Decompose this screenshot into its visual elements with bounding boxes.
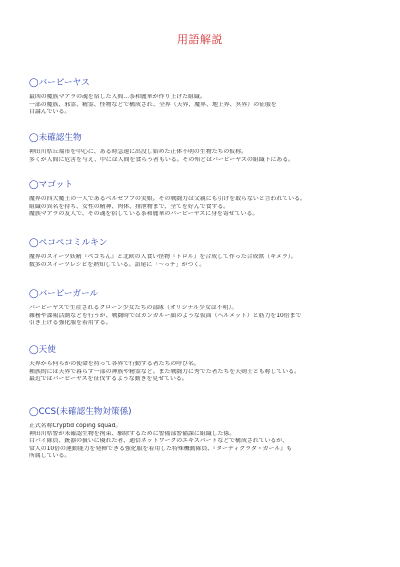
- section-body: [29, 94, 374, 117]
- body-line: 正式名称Cryptid coping squad。: [29, 423, 122, 429]
- body-line: 所属している。: [29, 453, 71, 460]
- body-line: 最凶の魔族マアラの魂を宿した人間…茶和麗華が作り上げた組織。: [29, 94, 206, 100]
- body-line: 種族的には天界で暮らす一部の神族や精霊など。また戦闘力に秀でた者たちを天剣士とも称している。: [29, 368, 300, 375]
- body-line: 白バイ隊員、銃器の扱いに優れた者、通信ネットワークのエキスパートなどで構成されているが、: [29, 438, 289, 445]
- section-heading: ◯天使: [29, 345, 56, 355]
- section-heading: ◯CCS(未確認生物対策係): [29, 407, 132, 417]
- body-line: 一部の魔族、邪霊、精霊、怪物などで構成され、全界（天界、魔界、地上界、冥界）の征服を: [29, 101, 277, 108]
- page-title: 用語解説: [177, 33, 223, 46]
- body-line: 組織の異名を持ち、女性の精神、肉体、排泄物まで、全てを好んで食する。: [29, 203, 230, 210]
- body-line: 魔界のスイーツ妖精『ペコちん』と北欧の人食い怪物『トロル』を合成して作った合成獣（キメラ）。: [29, 254, 297, 260]
- section-maggot: [29, 180, 374, 219]
- body-line: 雑務や諜報活動などを行うが、戦闘時ではカンガルー顔のような仮面（ヘルメット）と筋力を10倍まで: [29, 312, 302, 319]
- body-line: 魔界の四大魔王の一人であるベルゼブブの実娘。その戦闘力は父親にも引けを取らないと言われている。: [29, 196, 306, 202]
- body-line: 魔族マアラの友人で、その魂を宿している茶和麗華のバーピーヤスに身を寄せている。: [29, 211, 259, 218]
- section-body: [29, 361, 374, 384]
- section-body: [29, 254, 374, 269]
- section-heading: ◯バーピーヤス: [29, 78, 90, 88]
- body-line: バーピーヤスで生産されるクローン少女たちの部隊（オリジナル少女は不明）。: [29, 305, 238, 311]
- body-line: 神田川県丘端市を中心に、ある時急速に出没し始めた正体不明の生物たちの仮称。: [29, 149, 247, 155]
- section-body: [29, 149, 374, 164]
- body-line: 常人の10倍の運動能力を発揮できる強化服を着用した特殊機動隊員、『ターディグラダ・ガール』も: [29, 445, 293, 452]
- section-body: [29, 305, 374, 328]
- section-unconfirmed-creatures: [29, 133, 374, 164]
- section-heading: ◯ペコペコミルキン: [29, 238, 108, 248]
- body-line: 多くが人間に危害を与え、中には人間を食らう者もいる。その殆どはバーピーヤスの組織下にある。: [29, 156, 295, 163]
- body-line: 目論んでいる。: [29, 109, 71, 116]
- section-body: [29, 423, 374, 461]
- section-barpeayasu: [29, 78, 374, 117]
- body-line: 天界から何らかの使命を持って各界で行動する者たちの呼び名。: [29, 361, 200, 367]
- body-line: 最近ではバーピーヤスを征伐するような動きを見せている。: [29, 376, 188, 383]
- section-heading: ◯バーピーガール: [29, 289, 99, 299]
- section-barpee-girl: [29, 289, 374, 328]
- section-pekopeko-milkin: [29, 238, 374, 269]
- body-line: 引き上げる強化服を着用する。: [29, 320, 112, 327]
- body-line: 数多のスイーツレシピを熟知している。語尾に「～っチ」がつく。: [29, 261, 206, 268]
- section-heading: ◯マゴット: [29, 180, 73, 190]
- section-angels: [29, 345, 374, 384]
- section-heading: ◯未確認生物: [29, 133, 82, 143]
- body-line: 神田川県警が未確認生物を拘束、駆除するために警備部警備課に組織した係。: [29, 430, 236, 437]
- section-body: [29, 196, 374, 219]
- section-ccs: [29, 407, 374, 461]
